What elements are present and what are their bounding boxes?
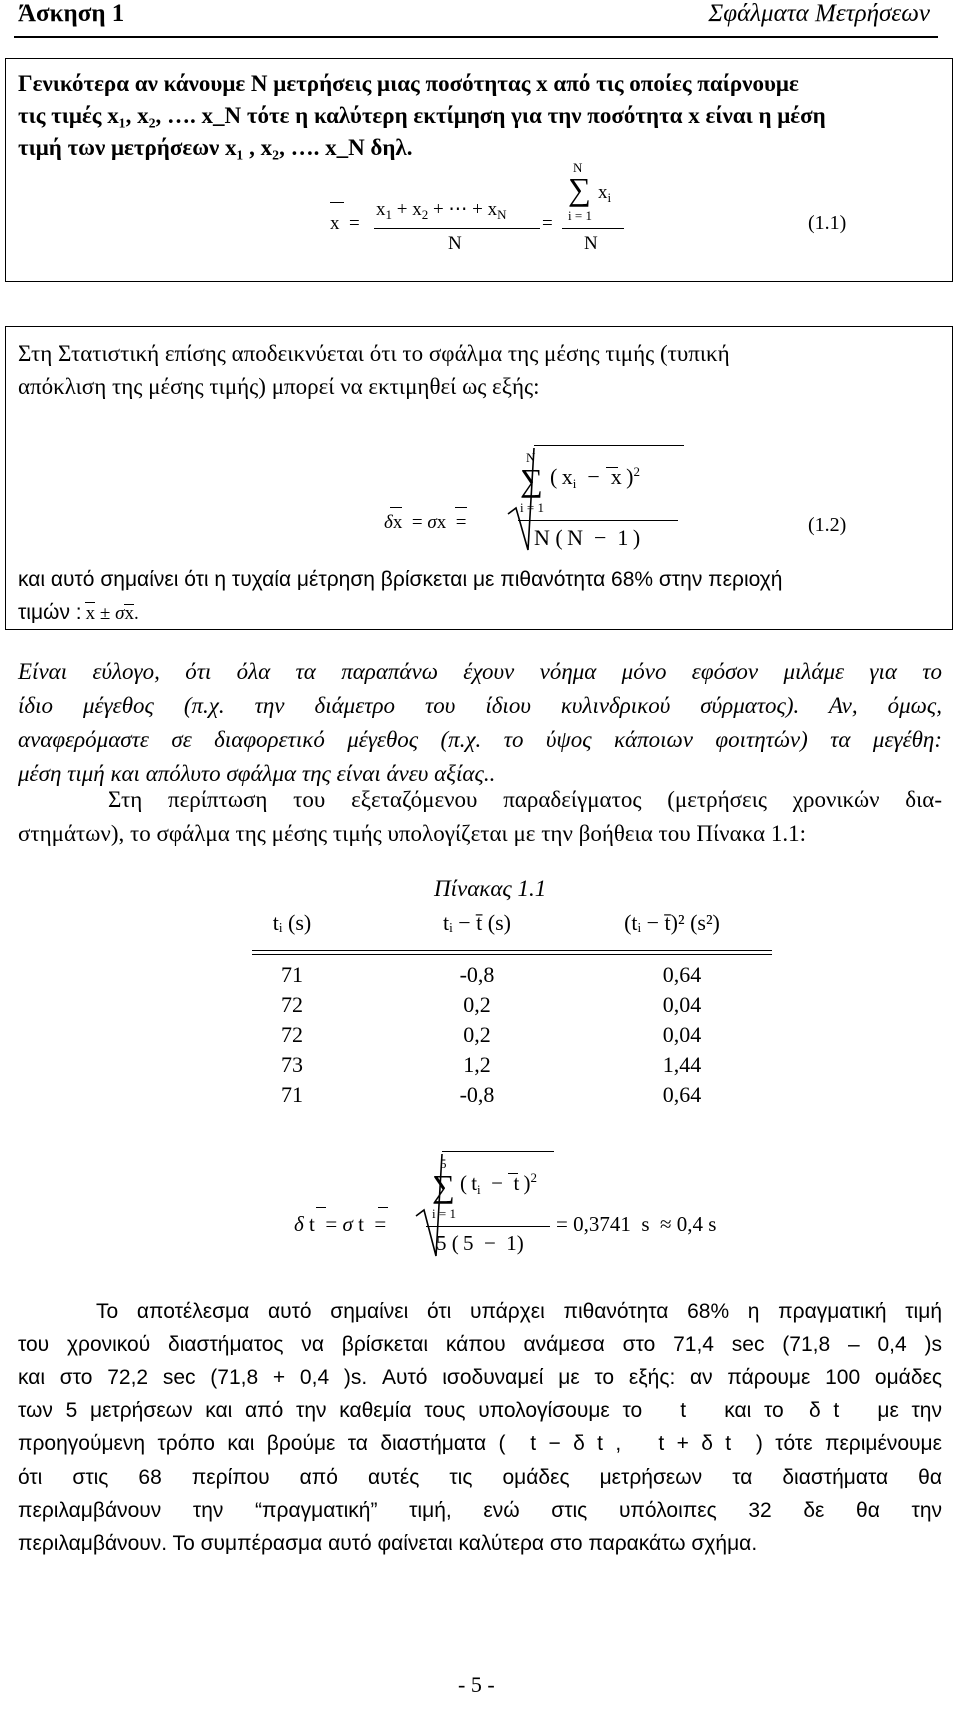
conclusion-line-4: των 5 μετρήσεων και από την καθεμία τους υπολογίσουμε το t και το δ t με την [18, 1399, 942, 1422]
italic-line-2: ίδιο μέγεθος (π.χ. την διάμετρο του ίδιου κυλινδρικού σύρματος). Αν, όμως, [18, 693, 942, 718]
equation-label-1-2: (1.2) [808, 514, 847, 536]
cell-ti: 72 [281, 992, 303, 1017]
conclusion-line-5: προηγούμενη τρόπο και βρούμε τα διαστήματα ( t − δ t , t + δ t ) τότε περιμένουμε [18, 1432, 942, 1455]
italic-line-1: Είναι εύλογο, ότι όλα τα παραπάνω έχουν νόημα μόνο εφόσον μιλάμε για το [18, 659, 942, 684]
result-formula: δ t = σ t = 5 ∑ ( $t_i - t$ )$^2$ i = 1 5 ( 5 − 1) = 0,3741 s ≈ 0,4 s [294, 1146, 754, 1266]
box2-line3: και αυτό σημαίνει ότι η τυχαία μέτρηση βρίσκεται με πιθανότητα 68% στην περιοχή [18, 568, 783, 591]
cell-dev: -0,8 [459, 962, 495, 987]
conclusion-line-8: περιλαμβάνουν. Το συμπέρασμα αυτό φαίνεται καλύτερα στο παρακάτω σχήμα. [18, 1532, 758, 1555]
std-error-formula: δx = σx = N ∑ ( $x_i - x$ )$^2$ i = 1 N ( N − 1 ) [384, 440, 684, 560]
conclusion-line-3: και στο 72,2 sec (71,8 + 0,4 )s. Αυτό ισοδυναμεί με το εξής: αν πάρουμε 100 ομάδες [18, 1366, 942, 1389]
cell-dev: 1,2 [463, 1052, 491, 1077]
mean-formula: x = $x_1 + x_2$ + ⋯ + $x_N$ N = N ∑ $x_i$ i = 1 N [330, 168, 630, 278]
header-ti: tᵢ (s) [272, 910, 312, 935]
conclusion-line-6: ότι στις 68 περίπου από αυτές τις ομάδες μετρήσεων τα διαστήματα θα [18, 1466, 942, 1489]
equation-label-1-1: (1.1) [808, 212, 847, 234]
cell-dev2: 0,64 [662, 1082, 702, 1107]
box2-line4 [18, 597, 139, 629]
result-value: = 0,3741 s ≈ 0,4 s [556, 1212, 717, 1236]
page-number: - 5 - [458, 1672, 495, 1697]
cell-dev: 0,2 [463, 992, 491, 1017]
cell-ti: 72 [281, 1022, 303, 1047]
measurements-table [252, 910, 772, 1110]
interval-notation: x ± σ x. [85, 603, 139, 624]
italic-line-3: αναφερόμαστε σε διαφορετικό μέγεθος (π.χ. το ύψος κάποιων φοιτητών) τα μεγέθη: [18, 727, 942, 752]
section-title: Σφάλματα Μετρήσεων [708, 0, 930, 27]
box2-line4-text: τιμών : [18, 601, 82, 624]
cell-ti: 73 [281, 1052, 303, 1077]
example-line-1: Στη περίπτωση του εξεταζόμενου παραδείγματος (μετρήσεις χρονικών δια- [108, 787, 942, 812]
example-line-2: στημάτων), το σφάλμα της μέσης τιμής υπολογίζεται με την βοήθεια του Πίνακα 1.1: [18, 821, 806, 846]
table-caption: Πίνακας 1.1 [434, 876, 547, 901]
cell-ti: 71 [281, 1082, 303, 1107]
cell-dev2: 0,04 [662, 1022, 702, 1047]
conclusion-line-7: περιλαμβάνουν την “πραγματική” τιμή, ενώ στις υπόλοιπες 32 δε θα την [18, 1499, 942, 1522]
box1-line1: Γενικότερα αν κάνουμε Ν μετρήσεις μιας ποσότητας x από τις οποίες παίρνουμε [18, 71, 799, 96]
header-rule [14, 36, 938, 38]
box2-line2: απόκλιση της μέσης τιμής) μπορεί να εκτιμηθεί ως εξής: [18, 374, 540, 399]
header-deviation: tᵢ − t̄ (s) [443, 910, 511, 935]
box1-line2: τις τιμές x₁, x₂, …. x_N τότε η καλύτερη εκτίμηση για την ποσότητα x είναι η μέση [18, 103, 826, 128]
exercise-title: Άσκηση 1 [18, 0, 125, 27]
cell-dev2: 0,04 [662, 992, 702, 1017]
cell-dev2: 1,44 [662, 1052, 702, 1077]
box1-line3: τιμή των μετρήσεων x₁ , x₂, …. x_N δηλ. [18, 135, 413, 160]
cell-dev2: 0,64 [662, 962, 702, 987]
conclusion-line-2: του χρονικού διαστήματος να βρίσκεται κάπου ανάμεσα στο 71,4 sec (71,8 – 0,4 )s [18, 1333, 942, 1356]
box2-line1: Στη Στατιστική επίσης αποδεικνύεται ότι το σφάλμα της μέσης τιμής (τυπική [18, 341, 730, 366]
cell-ti: 71 [281, 962, 303, 987]
header-deviation-squared: (tᵢ − t̄)² (s²) [624, 910, 720, 935]
cell-dev: -0,8 [459, 1082, 495, 1107]
cell-dev: 0,2 [463, 1022, 491, 1047]
italic-line-4: μέση τιμή και απόλυτο σφάλμα της είναι άνευ αξίας.. [18, 761, 496, 786]
conclusion-line-1: Το αποτέλεσμα αυτό σημαίνει ότι υπάρχει πιθανότητα 68% η πραγματική τιμή [96, 1300, 942, 1323]
table-double-rule [252, 950, 772, 955]
